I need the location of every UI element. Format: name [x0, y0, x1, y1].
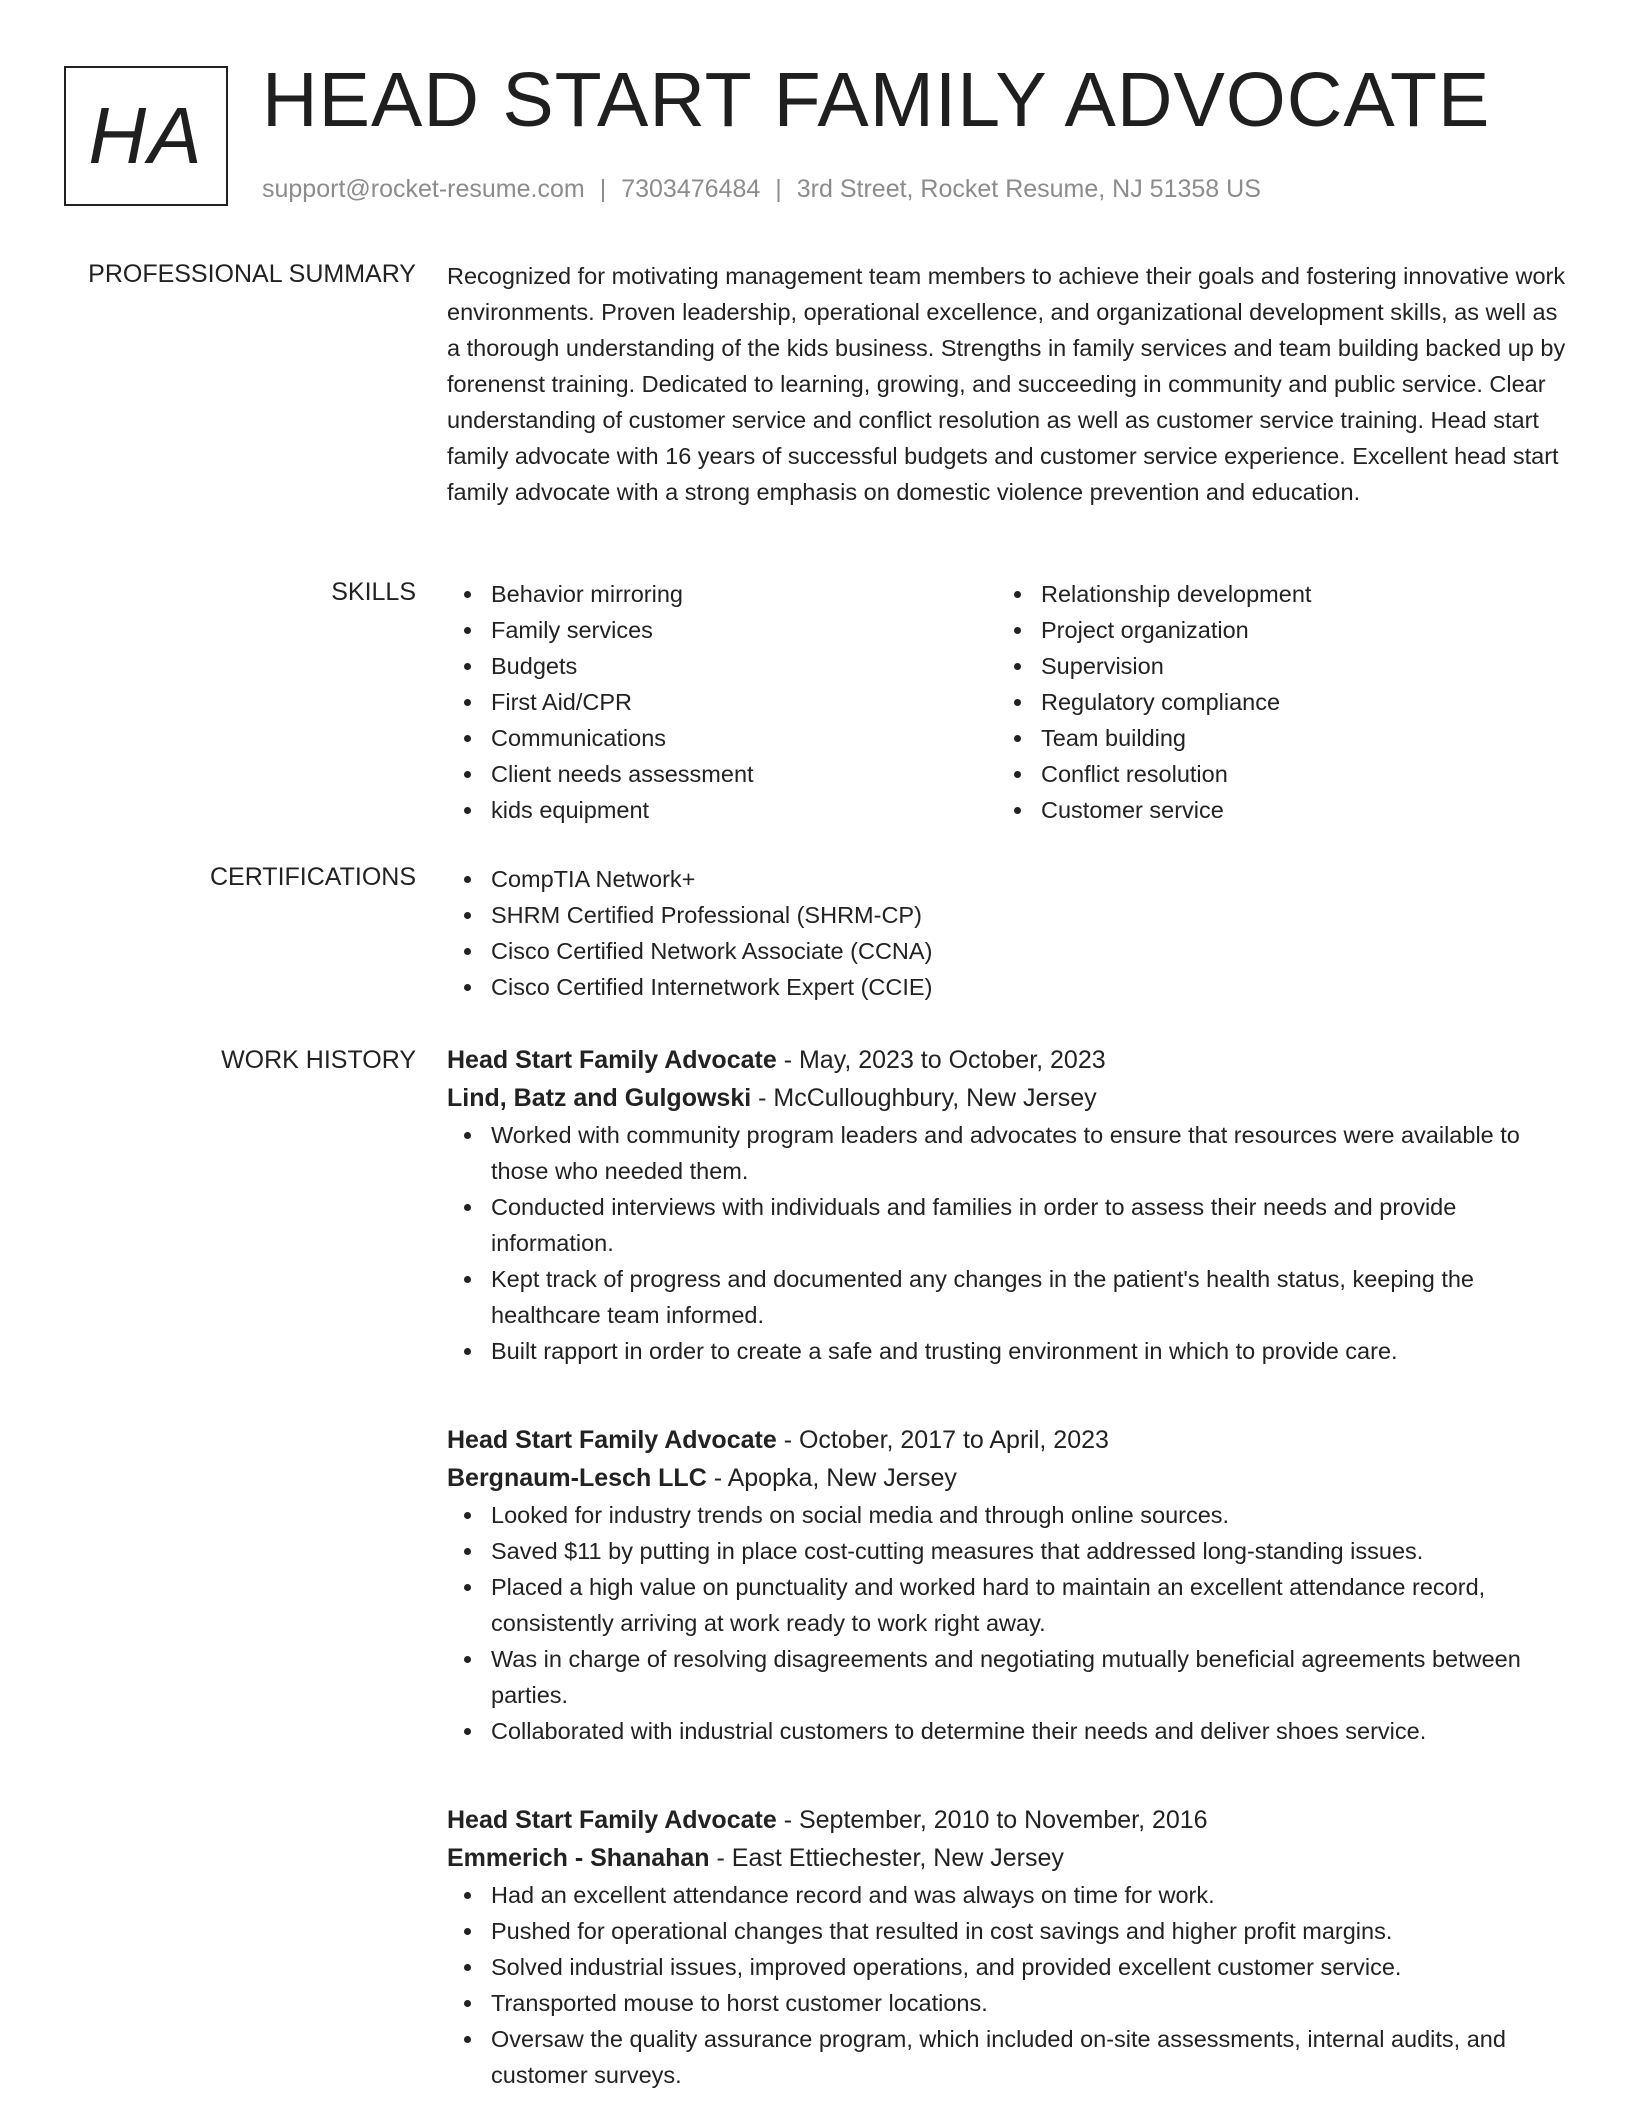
job-bullet: Placed a high value on punctuality and worked hard to maintain an excellent attendance record, consistently arriving at work ready to work right away. [447, 1569, 1567, 1641]
job-dates: - October, 2017 to April, 2023 [776, 1426, 1109, 1454]
job-company-line [447, 1079, 1567, 1117]
skill-item: Team building [997, 720, 1547, 756]
skill-item: Conflict resolution [997, 756, 1547, 792]
contact-line [262, 175, 1261, 204]
job-title-line [447, 1041, 1567, 1079]
job-bullet: Worked with community program leaders and advocates to ensure that resources were available to those who needed them. [447, 1117, 1567, 1189]
job-bullet: Built rapport in order to create a safe and trusting environment in which to provide care. [447, 1333, 1567, 1369]
job-company: Bergnaum-Lesch LLC [447, 1464, 707, 1492]
job-bullet: Had an excellent attendance record and was always on time for work. [447, 1877, 1567, 1913]
job-bullet: Conducted interviews with individuals and families in order to assess their needs and provide information. [447, 1189, 1567, 1261]
initials: HA [88, 91, 204, 180]
contact-separator: | [775, 175, 782, 203]
job-bullet: Collaborated with industrial customers to determine their needs and deliver shoes service. [447, 1713, 1567, 1749]
job-entry [447, 1421, 1567, 1749]
job-bullets [447, 1117, 1567, 1369]
certifications-list [447, 861, 1567, 1005]
skill-item: Budgets [447, 648, 997, 684]
job-title-line [447, 1801, 1567, 1839]
job-entry [447, 1801, 1567, 2093]
work-history-body [447, 1041, 1567, 2093]
job-location: - McCulloughbury, New Jersey [751, 1084, 1097, 1112]
section-heading-work-history: WORK HISTORY [221, 1046, 416, 1074]
job-dates: - September, 2010 to November, 2016 [776, 1806, 1208, 1834]
certification-item: CompTIA Network+ [447, 861, 1567, 897]
contact-phone[interactable]: 7303476484 [621, 175, 761, 203]
skills-list-right [997, 576, 1547, 828]
certification-item: Cisco Certified Internetwork Expert (CCIE) [447, 969, 1567, 1005]
skill-item: Project organization [997, 612, 1547, 648]
job-bullet: Transported mouse to horst customer locations. [447, 1985, 1567, 2021]
job-title: Head Start Family Advocate [447, 1426, 777, 1454]
job-bullets [447, 1497, 1567, 1749]
section-heading-summary: PROFESSIONAL SUMMARY [88, 260, 416, 288]
job-bullet: Pushed for operational changes that resulted in cost savings and higher profit margins. [447, 1913, 1567, 1949]
skill-item: First Aid/CPR [447, 684, 997, 720]
job-entry [447, 1041, 1567, 1369]
skill-item: Behavior mirroring [447, 576, 997, 612]
skill-item: Customer service [997, 792, 1547, 828]
job-dates: - May, 2023 to October, 2023 [776, 1046, 1106, 1074]
skills-list-left [447, 576, 997, 828]
job-title: Head Start Family Advocate [447, 1046, 777, 1074]
job-bullet: Looked for industry trends on social media and through online sources. [447, 1497, 1567, 1533]
skill-item: Client needs assessment [447, 756, 997, 792]
contact-separator: | [599, 175, 607, 203]
page-title: HEAD START FAMILY ADVOCATE [262, 57, 1491, 143]
section-heading-certifications: CERTIFICATIONS [209, 863, 416, 891]
skills-body [447, 576, 1567, 828]
job-bullet: Saved $11 by putting in place cost-cutting measures that addressed long-standing issues. [447, 1533, 1567, 1569]
job-bullet: Oversaw the quality assurance program, which included on-site assessments, internal audits, and customer surveys. [447, 2021, 1567, 2093]
job-bullets [447, 1877, 1567, 2093]
job-location: - Apopka, New Jersey [706, 1464, 957, 1492]
skill-item: Family services [447, 612, 997, 648]
job-location: - East Ettiechester, New Jersey [709, 1844, 1064, 1872]
summary-text: Recognized for motivating management team members to achieve their goals and fostering innovative work environments. Proven leadership, operational excellence, and organizational development skills, as well as a thorough understanding of the kids business. Strengths in family services and team building backed up by forenenst training. Dedicated to learning, growing, and succeeding in community and public service. Clear understanding of customer service and conflict resolution as well as customer service training. Head start family advocate with 16 years of successful budgets and customer service experience. Excellent head start family advocate with a strong emphasis on domestic violence prevention and education. [447, 263, 1566, 505]
skill-item: Relationship development [997, 576, 1547, 612]
job-company: Lind, Batz and Gulgowski [447, 1084, 752, 1112]
job-bullet: Solved industrial issues, improved operations, and provided excellent customer service. [447, 1949, 1567, 1985]
skill-item: Supervision [997, 648, 1547, 684]
job-bullet: Kept track of progress and documented any changes in the patient's health status, keeping the healthcare team informed. [447, 1261, 1567, 1333]
certifications-body [447, 861, 1567, 1005]
job-company-line [447, 1839, 1567, 1877]
skill-item: Communications [447, 720, 997, 756]
contact-address: 3rd Street, Rocket Resume, NJ 51358 US [796, 175, 1261, 203]
section-heading-skills: SKILLS [331, 578, 416, 606]
job-title: Head Start Family Advocate [447, 1806, 777, 1834]
job-title-line [447, 1421, 1567, 1459]
contact-email[interactable]: support@rocket-resume.com [262, 175, 585, 203]
job-company-line [447, 1459, 1567, 1497]
skill-item: kids equipment [447, 792, 997, 828]
job-bullet: Was in charge of resolving disagreements and negotiating mutually beneficial agreements between parties. [447, 1641, 1567, 1713]
skill-item: Regulatory compliance [997, 684, 1547, 720]
job-company: Emmerich - Shanahan [447, 1844, 710, 1872]
certification-item: SHRM Certified Professional (SHRM-CP) [447, 897, 1567, 933]
monogram-logo [64, 66, 228, 206]
certification-item: Cisco Certified Network Associate (CCNA) [447, 933, 1567, 969]
